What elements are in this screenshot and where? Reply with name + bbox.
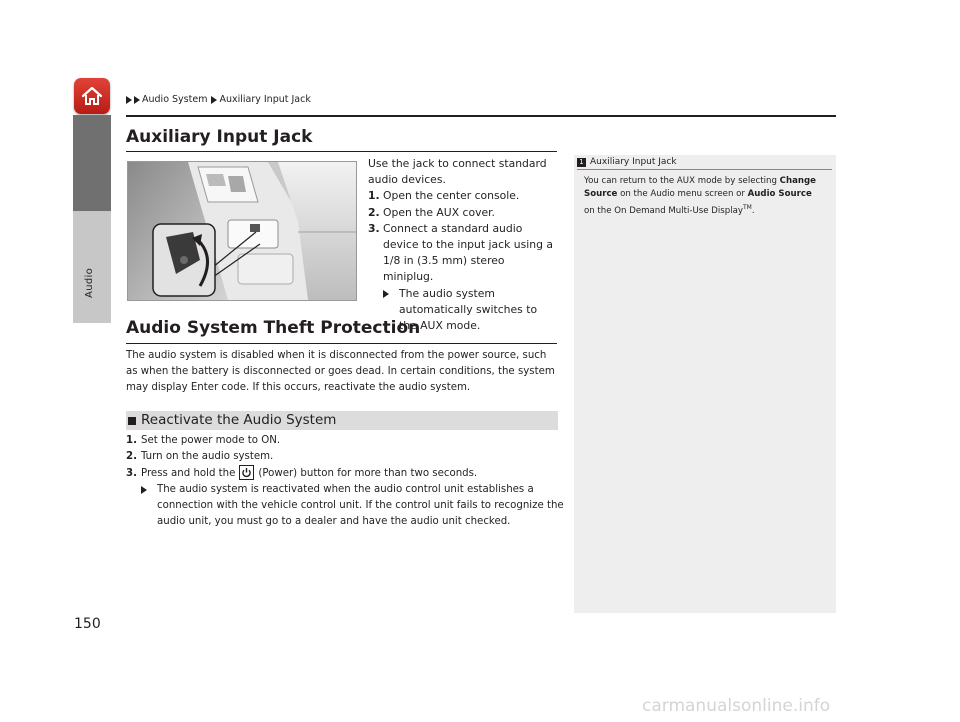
reactivate-step — [126, 465, 566, 482]
side-note-body — [584, 175, 824, 218]
step-number: 1. — [368, 189, 380, 203]
breadcrumb-level2[interactable]: Auxiliary Input Jack — [219, 94, 311, 105]
note-bold-term: Change Source — [584, 176, 816, 199]
step-text: Turn on the audio system. — [141, 451, 274, 462]
breadcrumb-arrow-icon — [211, 96, 217, 104]
step-text-after: (Power) button for more than two seconds. — [258, 468, 478, 479]
result-arrow-icon — [141, 486, 153, 494]
substep-text: The audio system is reactivated when the audio control unit establishes a connection with the vehicle control unit. If the control unit fails to recognize the audio unit, you must go to a dealer and have the audio unit checked. — [157, 484, 564, 527]
power-button-icon — [239, 465, 254, 480]
square-bullet-icon — [128, 417, 136, 425]
reactivate-steps — [126, 433, 566, 530]
breadcrumb-arrow-icon — [134, 96, 140, 104]
section-title-aux-input: Auxiliary Input Jack — [126, 127, 313, 147]
center-console-photo — [127, 161, 357, 301]
step-text-before: Press and hold the — [141, 468, 236, 479]
step-number: 3. — [368, 221, 380, 235]
side-tab-label: Audio — [84, 268, 95, 298]
aux-intro: Use the jack to connect standard audio devices. — [368, 157, 547, 187]
breadcrumb — [126, 94, 311, 105]
side-note-panel — [574, 155, 836, 613]
reactivate-step — [126, 449, 566, 465]
aux-step — [368, 205, 558, 221]
note-reference-icon: 1 — [577, 158, 586, 167]
section-title-theft-protection: Audio System Theft Protection — [126, 318, 421, 338]
page-number: 150 — [74, 616, 101, 632]
step-text: Open the center console. — [383, 189, 520, 203]
section-divider — [126, 151, 557, 152]
reactivate-subheading — [126, 411, 558, 430]
note-text: You can return to the AUX mode by selecting — [584, 176, 777, 186]
note-text: . — [751, 205, 755, 216]
side-note-divider — [577, 169, 832, 170]
side-note-heading-text: Auxiliary Input Jack — [590, 157, 677, 167]
home-button[interactable] — [74, 78, 110, 114]
reactivate-step — [126, 433, 566, 449]
reactivate-substep — [126, 482, 566, 530]
step-number: 2. — [126, 451, 137, 462]
side-note-heading — [577, 157, 677, 167]
theft-protection-paragraph: The audio system is disabled when it is disconnected from the power source, such as when the battery is disconnected or goes dead. In certain conditions, the system may display Enter code. If this occurs, reactivate the audio system. — [126, 350, 555, 393]
header-divider — [126, 115, 836, 117]
section-divider — [126, 343, 557, 344]
note-text: on the Audio menu screen or — [620, 189, 745, 199]
aux-instructions — [368, 156, 558, 334]
breadcrumb-arrow-icon — [126, 96, 132, 104]
subheading-text: Reactivate the Audio System — [141, 412, 337, 428]
step-text: Connect a standard audio device to the input jack using a 1/8 in (3.5 mm) stereo miniplug. — [383, 221, 553, 284]
step-text: Set the power mode to ON. — [141, 435, 281, 446]
home-icon — [80, 84, 104, 108]
note-bold-term: Audio Source — [747, 189, 812, 199]
aux-step — [368, 188, 558, 204]
step-number: 3. — [126, 468, 137, 479]
watermark: carmanualsonline.info — [642, 696, 831, 716]
side-tab-audio[interactable] — [73, 211, 111, 323]
side-tab-dark — [73, 115, 111, 211]
note-text: on the On Demand Multi-Use Display — [584, 205, 743, 216]
step-number: 1. — [126, 435, 137, 446]
breadcrumb-level1[interactable]: Audio System — [142, 94, 208, 105]
step-text: Open the AUX cover. — [383, 205, 495, 219]
trademark-mark: TM — [742, 204, 752, 211]
aux-step — [368, 221, 558, 286]
substep-text: The audio system automatically switches to the AUX mode. — [399, 286, 538, 333]
step-number: 2. — [368, 205, 380, 219]
result-arrow-icon — [383, 290, 395, 298]
